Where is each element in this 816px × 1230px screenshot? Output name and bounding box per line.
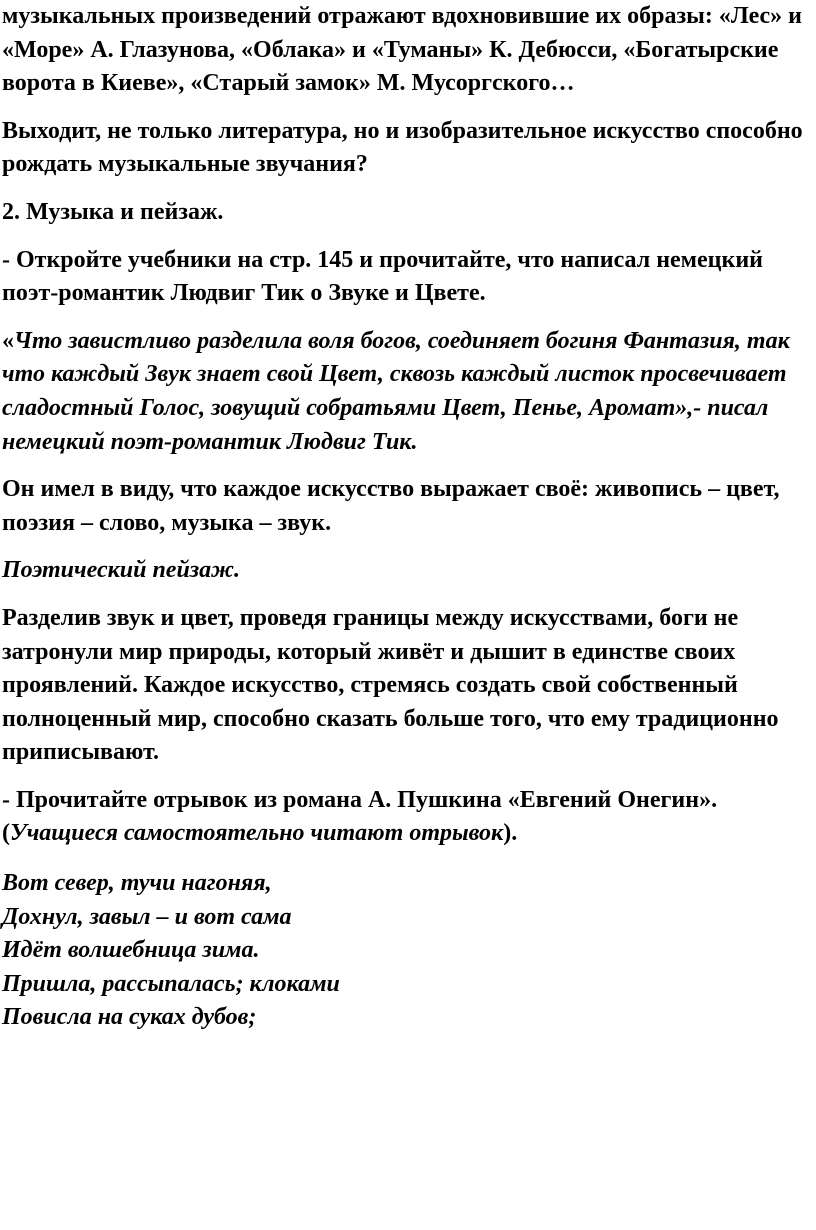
poem-excerpt [2, 867, 808, 1035]
paragraph-gods-divided: Разделив звук и цвет, проведя границы между искусствами, боги не затронули мир природы, который живёт и дышит в единстве своих проявлений. Каждое искусство, стремясь создать свой собственный полноценный мир, способно сказать больше того, что ему традиционно приписывают. [2, 604, 779, 766]
subheading-poetic-landscape [2, 554, 808, 588]
read-excerpt-italic: Учащиеся самостоятельно читают отрывок [10, 820, 504, 847]
tieck-quote-text: Что завистливо разделила воля богов, соединяет богиня Фантазия, так что каждый Звук знает свой Цвет, сквозь каждый листок просвечивает сладостный Голос, зовущий собратьями Цвет, Пенье, Аромат»,- писал немецкий поэт-романтик Людвиг Тик. [2, 327, 790, 455]
read-excerpt-close: ). [503, 820, 518, 847]
poem-line: Вот север, тучи нагоняя, [2, 870, 272, 897]
open-quote-mark: « [2, 327, 14, 354]
poem-line: Пришла, рассыпалась; клоками [2, 970, 340, 997]
paragraph-music-works: музыкальных произведений отражают вдохновившие их образы: «Лес» и «Море» А. Глазунова, «Облака» и «Туманы» К. Дебюсси, «Богатырские ворота в Киеве», «Старый замок» М. Мусоргского… [2, 3, 803, 97]
paragraph-read-excerpt [2, 784, 808, 851]
poem-line: Идёт волшебница зима. [2, 937, 260, 964]
poem-line: Повисла на суках дубов; [2, 1004, 257, 1031]
read-excerpt-text: - Прочитайте отрывок из романа А. Пушкина «Евгений Онегин». ( [2, 786, 718, 847]
poem-line: Дохнул, завыл – и вот сама [2, 903, 292, 930]
paragraph-open-textbook: - Откройте учебники на стр. 145 и прочитайте, что написал немецкий поэт-романтик Людвиг Тик о Звуке и Цвете. [2, 246, 763, 307]
paragraph-question: Выходит, не только литература, но и изобразительное искусство способно рождать музыкальные звучания? [2, 117, 803, 178]
paragraph-each-art: Он имел в виду, что каждое искусство выражает своё: живопись – цвет, поэзия – слово, музыка – звук. [2, 476, 780, 536]
paragraph-tieck-quote [2, 325, 808, 459]
subheading-text: Поэтический пейзаж. [2, 557, 241, 584]
section-heading: 2. Музыка и пейзаж. [2, 198, 224, 225]
